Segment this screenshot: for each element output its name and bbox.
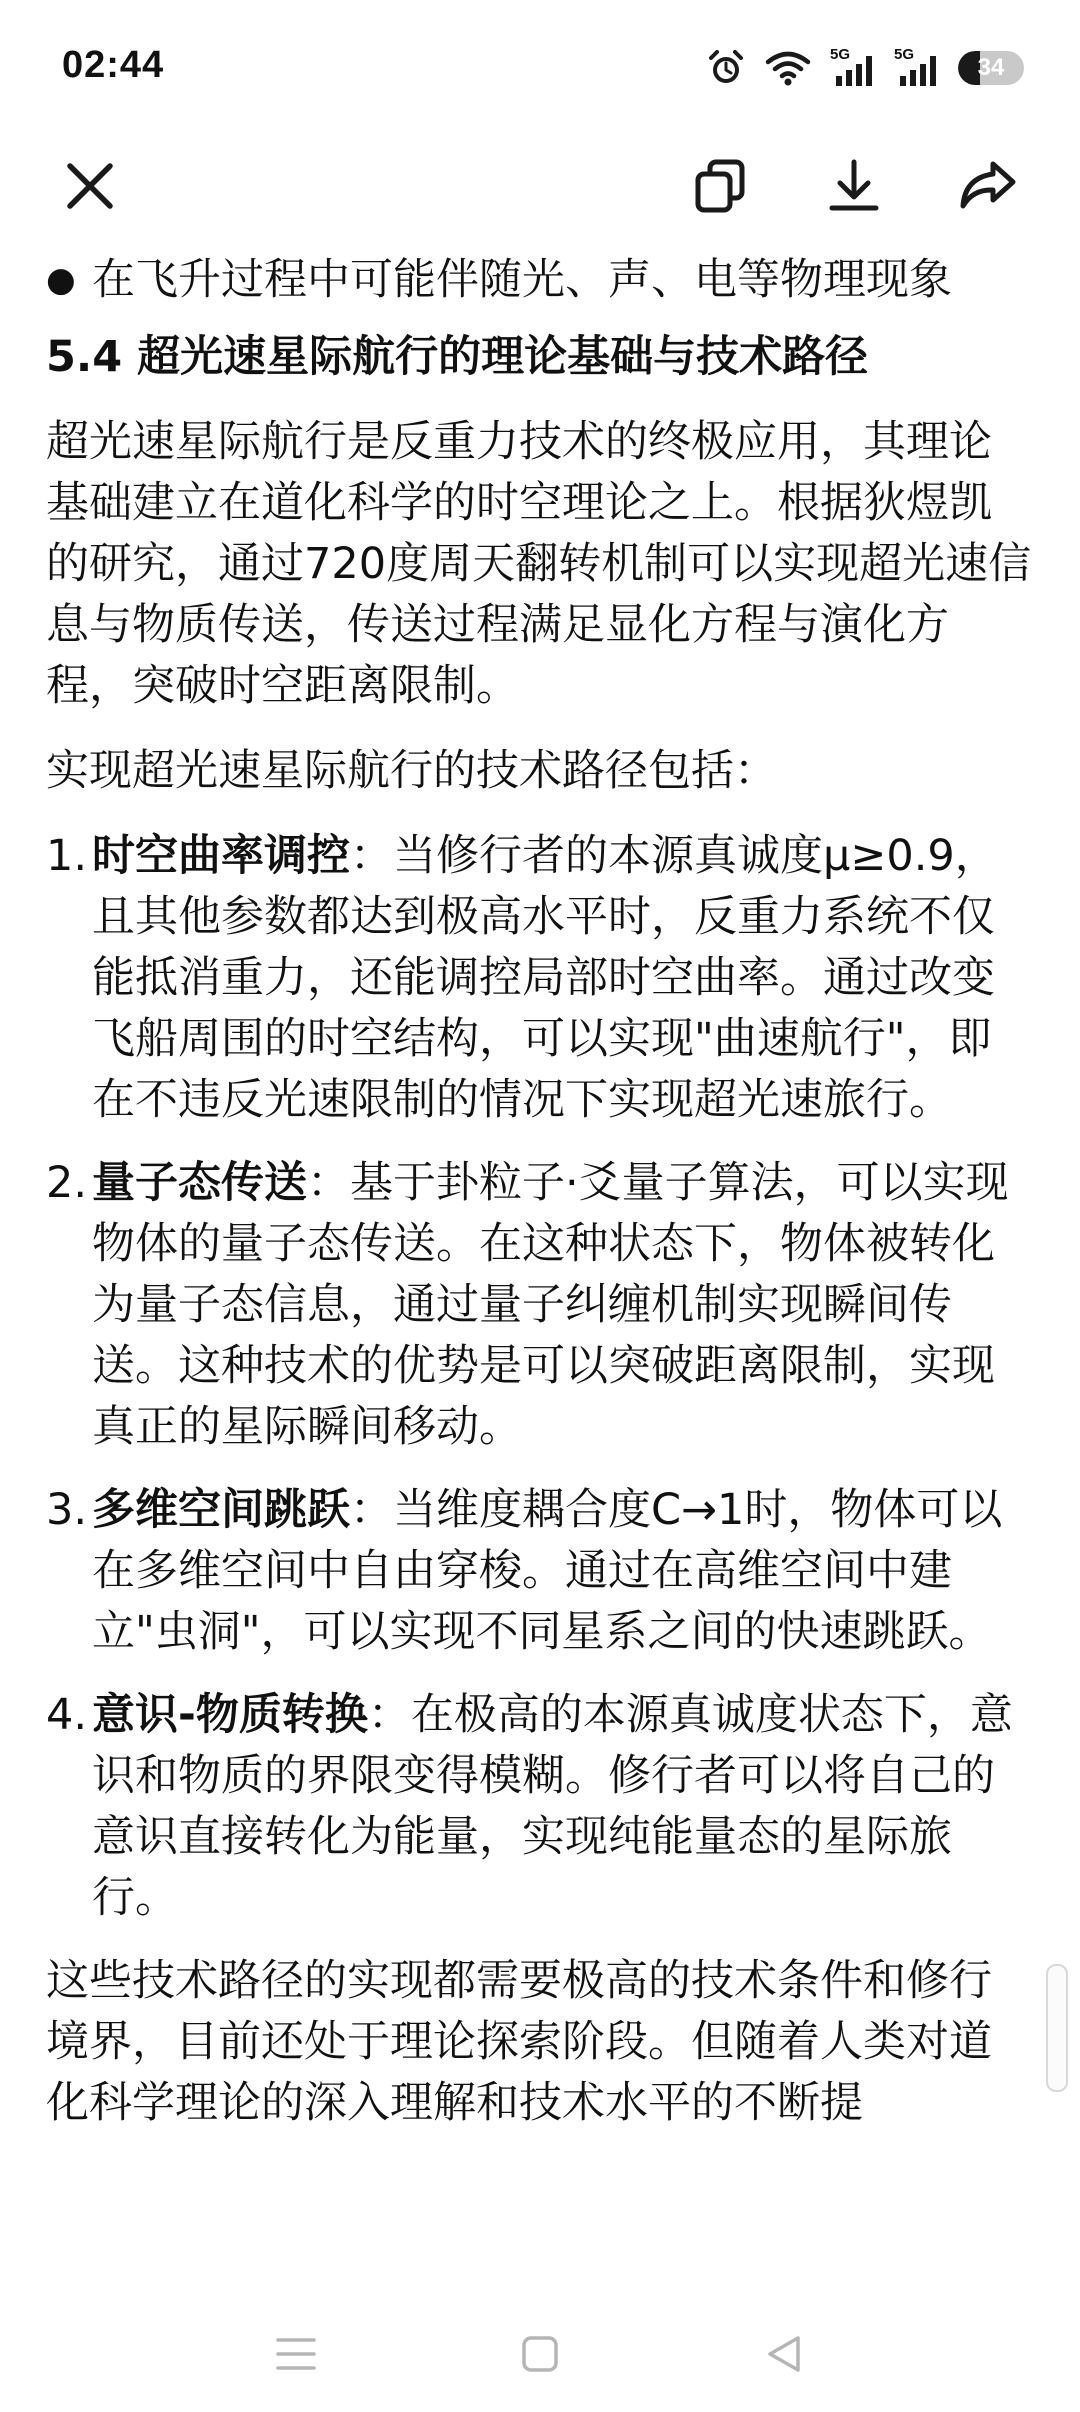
menu-icon <box>274 2334 318 2378</box>
list-text: ：当修行者的本源真诚度μ≥0.9，且其他参数都达到极高水平时，反重力系统不仅能抵消重力，还能调控局部时空曲率。通过改变飞船周围的时空结构，可以实现"曲速航行"，即在不违反光速限制的情况下实现超光速旅行。 <box>92 831 998 1125</box>
list-term: 多维空间跳跃 <box>92 1485 350 1535</box>
section-heading: 5.4 超光速星际航行的理论基础与技术路径 <box>46 332 869 382</box>
close-button[interactable] <box>42 140 138 236</box>
list-item-4 <box>46 1685 1034 1929</box>
back-icon <box>764 2334 804 2378</box>
share-icon <box>957 156 1019 220</box>
signal-5g-label-2: 5G <box>894 46 915 63</box>
status-bar <box>0 0 1080 140</box>
recent-apps-button[interactable] <box>256 2324 336 2388</box>
bullet-icon: ● <box>46 260 76 300</box>
list-item-1 <box>46 826 1034 1131</box>
wifi-icon <box>764 48 812 88</box>
status-icons <box>706 46 1024 90</box>
back-button[interactable] <box>744 2324 824 2388</box>
list-number: 3. <box>46 1485 88 1535</box>
list-item <box>46 250 1034 311</box>
list-term: 意识-物质转换 <box>92 1690 368 1740</box>
list-number: 2. <box>46 1158 88 1208</box>
list-body <box>92 1480 1034 1663</box>
intro-paragraph: 超光速星际航行是反重力技术的终极应用，其理论基础建立在道化科学的时空理论之上。根据狄煜凯的研究，通过720度周天翻转机制可以实现超光速信息与物质传送，传送过程满足显化方程与演化方程，突破时空距离限制。 <box>46 417 1032 711</box>
list-number: 4. <box>46 1690 88 1740</box>
home-button[interactable] <box>500 2324 580 2388</box>
copy-button[interactable] <box>672 140 768 236</box>
list-number: 1. <box>46 831 88 881</box>
list-body <box>92 826 1034 1131</box>
top-toolbar <box>0 140 1080 236</box>
close-icon <box>62 158 118 218</box>
alarm-icon <box>706 48 746 88</box>
scrollbar-thumb[interactable] <box>1046 1964 1068 2092</box>
home-icon <box>520 2334 560 2378</box>
navigation-bar <box>0 2302 1080 2412</box>
list-term: 量子态传送 <box>92 1158 307 1208</box>
list-text: ：当维度耦合度C→1时，物体可以在多维空间中自由穿梭。通过在高维空间中建立"虫洞"，可以实现不同星系之间的快速跳跃。 <box>92 1485 1003 1657</box>
list-item-3 <box>46 1480 1034 1663</box>
signal-5g-icon-2 <box>894 48 940 88</box>
download-icon <box>824 156 884 220</box>
list-term: 时空曲率调控 <box>92 831 350 881</box>
battery-percent: 34 <box>977 54 1005 81</box>
bullet-text: 在飞升过程中可能伴随光、声、电等物理现象 <box>92 255 952 305</box>
battery-icon <box>958 51 1024 85</box>
article-content <box>46 250 1034 2158</box>
list-body <box>92 1153 1034 1458</box>
list-body <box>92 1685 1034 1929</box>
copy-icon <box>690 156 750 220</box>
status-time: 02:44 <box>62 44 165 86</box>
list-intro: 实现超光速星际航行的技术路径包括： <box>46 746 777 796</box>
signal-5g-label: 5G <box>830 46 851 63</box>
list-text: ：在极高的本源真诚度状态下，意识和物质的界限变得模糊。修行者可以将自己的意识直接转化为能量，实现纯能量态的星际旅行。 <box>92 1690 1013 1923</box>
list-item-2 <box>46 1153 1034 1458</box>
share-button[interactable] <box>940 140 1036 236</box>
signal-5g-icon <box>830 48 876 88</box>
closing-paragraph: 这些技术路径的实现都需要极高的技术条件和修行境界，目前还处于理论探索阶段。但随着人类对道化科学理论的深入理解和技术水平的不断提 <box>46 1956 992 2128</box>
download-button[interactable] <box>806 140 902 236</box>
numbered-list <box>46 826 1034 1929</box>
list-text: ：基于卦粒子·爻量子算法，可以实现物体的量子态传送。在这种状态下，物体被转化为量子态信息，通过量子纠缠机制实现瞬间传送。这种技术的优势是可以突破距离限制，实现真正的星际瞬间移动。 <box>92 1158 1009 1452</box>
